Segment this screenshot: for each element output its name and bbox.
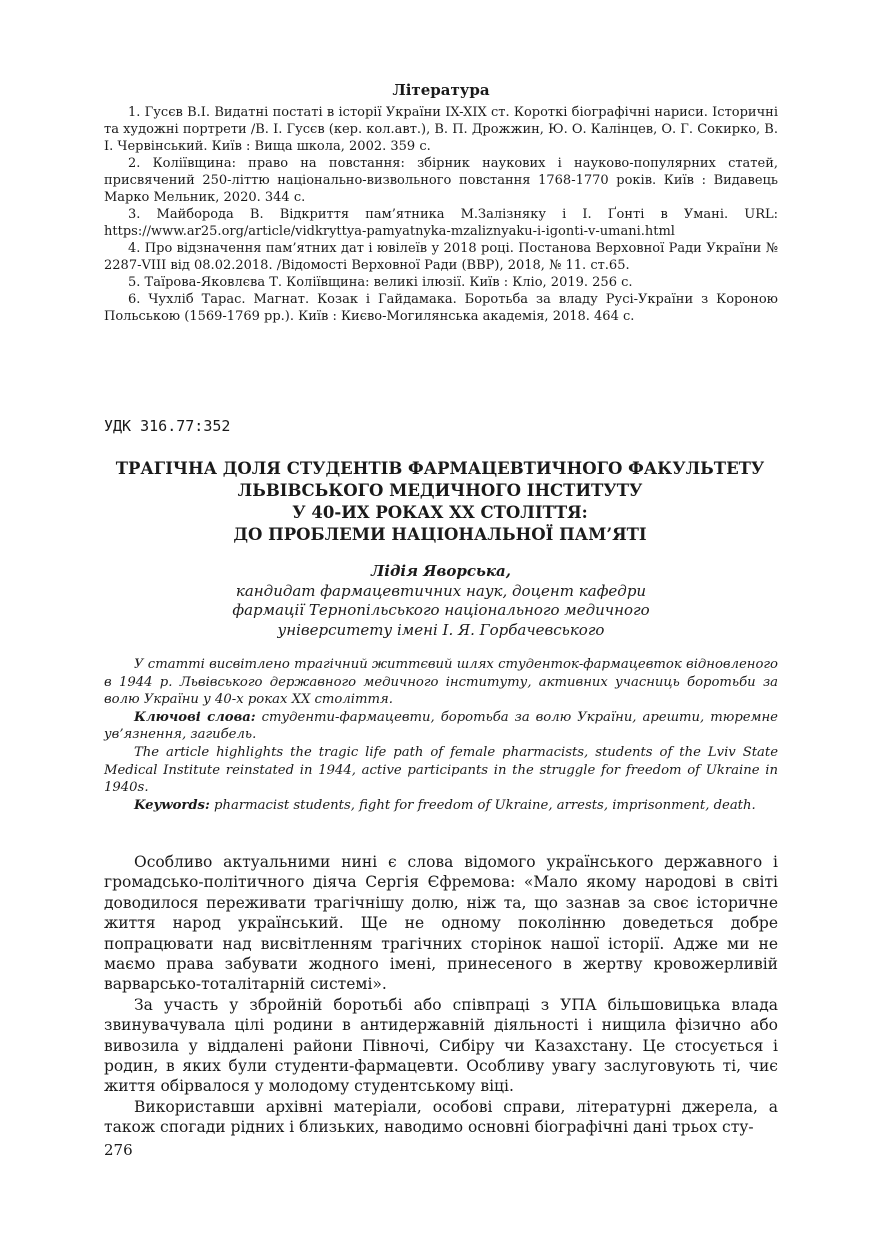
keywords-uk-text: студенти-фармацевти, боротьба за волю України, арешти, тюремне ув’язнення, загибель. xyxy=(104,709,778,743)
reference-item: 2. Коліївщина: право на повстання: збірник наукових і науково-популярних статей, присвячений 250-літтю національно-визвольного повстання 1768-1770 років. Київ : Видавець Марко Мельник, 2020. 344 с. xyxy=(104,156,778,205)
keywords-en-text: pharmacist students, fight for freedom of Ukraine, arrests, imprisonment, death. xyxy=(209,797,756,813)
udk-code: УДК 316.77:352 xyxy=(104,417,231,435)
author-name: Лідія Яворська, xyxy=(371,562,511,580)
author-block xyxy=(104,562,778,640)
title-line: У 40-ИХ РОКАХ ХХ СТОЛІТТЯ: xyxy=(292,503,588,522)
keywords-uk xyxy=(104,709,778,744)
title-line: ЛЬВІВСЬКОГО МЕДИЧНОГО ІНСТИТУТУ xyxy=(237,481,643,500)
author-affiliation-line: фармації Тернопільського національного медичного xyxy=(232,601,650,619)
keywords-en xyxy=(104,797,778,815)
reference-item: 6. Чухліб Тарас. Магнат. Козак і Гайдамака. Боротьба за владу Русі-України з Короною Польською (1569-1769 рр.). Київ : Києво-Могилянська академія, 2018. 464 с. xyxy=(104,292,778,324)
author-affiliation-line: кандидат фармацевтичних наук, доцент кафедри xyxy=(235,581,647,600)
article-title xyxy=(90,458,790,546)
reference-item: 5. Таїрова-Яковлєва Т. Коліївщина: великі ілюзії. Київ : Кліо, 2019. 256 с. xyxy=(128,275,633,290)
body-paragraph: Особливо актуальними нині є слова відомого українського державного і громадсько-політичного діяча Сергія Єфремова: «Мало якому народові в світі доводилося переживати трагічнішу долю, ніж та, що зазнав за своє історичне життя народ український. Ще не одному поколінню доведеться добре попрацювати над висвітленням трагічних сторінок нашої історії. Адже ми не маємо права забувати жодного імені, принесеного в жертву кровожерливій варварсько-тоталітарній системі». xyxy=(104,853,778,994)
title-line: ДО ПРОБЛЕМИ НАЦІОНАЛЬНОЇ ПАМ’ЯТІ xyxy=(233,525,647,544)
title-line: ТРАГІЧНА ДОЛЯ СТУДЕНТІВ ФАРМАЦЕВТИЧНОГО ФАКУЛЬТЕТУ xyxy=(115,459,765,478)
page-number: 276 xyxy=(104,1141,133,1159)
reference-item: 3. Майборода В. Відкриття пам’ятника М.Залізняку і І. Ґонті в Умані. URL: https://www.ar25.org/article/vidkryttya-pamyatnyka-mzaliznyaku-i-igonti-v-umani.html xyxy=(104,207,778,239)
article-body xyxy=(104,852,778,1138)
reference-list xyxy=(104,104,778,325)
keywords-uk-label: Ключові слова: xyxy=(134,709,256,725)
body-paragraph: За участь у збройній боротьбі або співпраці з УПА більшовицька влада звинувачувала цілі родини в антидержавній діяльності і нищила фізично або вивозила у віддалені райони Півночі, Сибіру чи Казахстану. Це стосується і родин, в яких були студенти-фармацевти. Особливу увагу заслуговують ті, чиє життя обірвалося у молодому студентському віці. xyxy=(104,995,778,1096)
reference-item: 4. Про відзначення пам’ятних дат і ювілеїв у 2018 році. Постанова Верховної Ради України № 2287-VIII від 08.02.2018. /Відомості Верховної Ради (ВВР), 2018, № 11. ст.65. xyxy=(104,241,778,273)
abstract xyxy=(104,656,778,814)
literature-heading: Література xyxy=(392,81,490,99)
abstract-uk: У статті висвітлено трагічний життєвий шлях студенток-фармацевток відновленого в 1944 р. Львівського державного медичного інституту, активних учасниць боротьби за волю України у 40-х роках ХХ століття. xyxy=(104,657,778,708)
keywords-en-label: Keywords: xyxy=(134,797,210,813)
reference-item: 1. Гусєв В.І. Видатні постаті в історії України IX-XIX ст. Короткі біографічні нариси. Історичні та художні портрети /В. І. Гусєв (кер. кол.авт.), В. П. Дрожжин, Ю. О. Калінцев, О. Г. Сокирко, В. І. Червінський. Київ : Вища школа, 2002. 359 с. xyxy=(104,105,778,154)
body-paragraph: Використавши архівні матеріали, особові справи, літературні джерела, а також спогади рідних і близьких, наводимо основні біографічні дані трьох сту- xyxy=(104,1097,778,1137)
author-affiliation-line: університету імені І. Я. Горбачевського xyxy=(277,620,605,639)
abstract-en: The article highlights the tragic life path of female pharmacists, students of the Lviv State Medical Institute reinstated in 1944, active participants in the struggle for freedom of Ukraine in 1940s. xyxy=(104,744,778,796)
